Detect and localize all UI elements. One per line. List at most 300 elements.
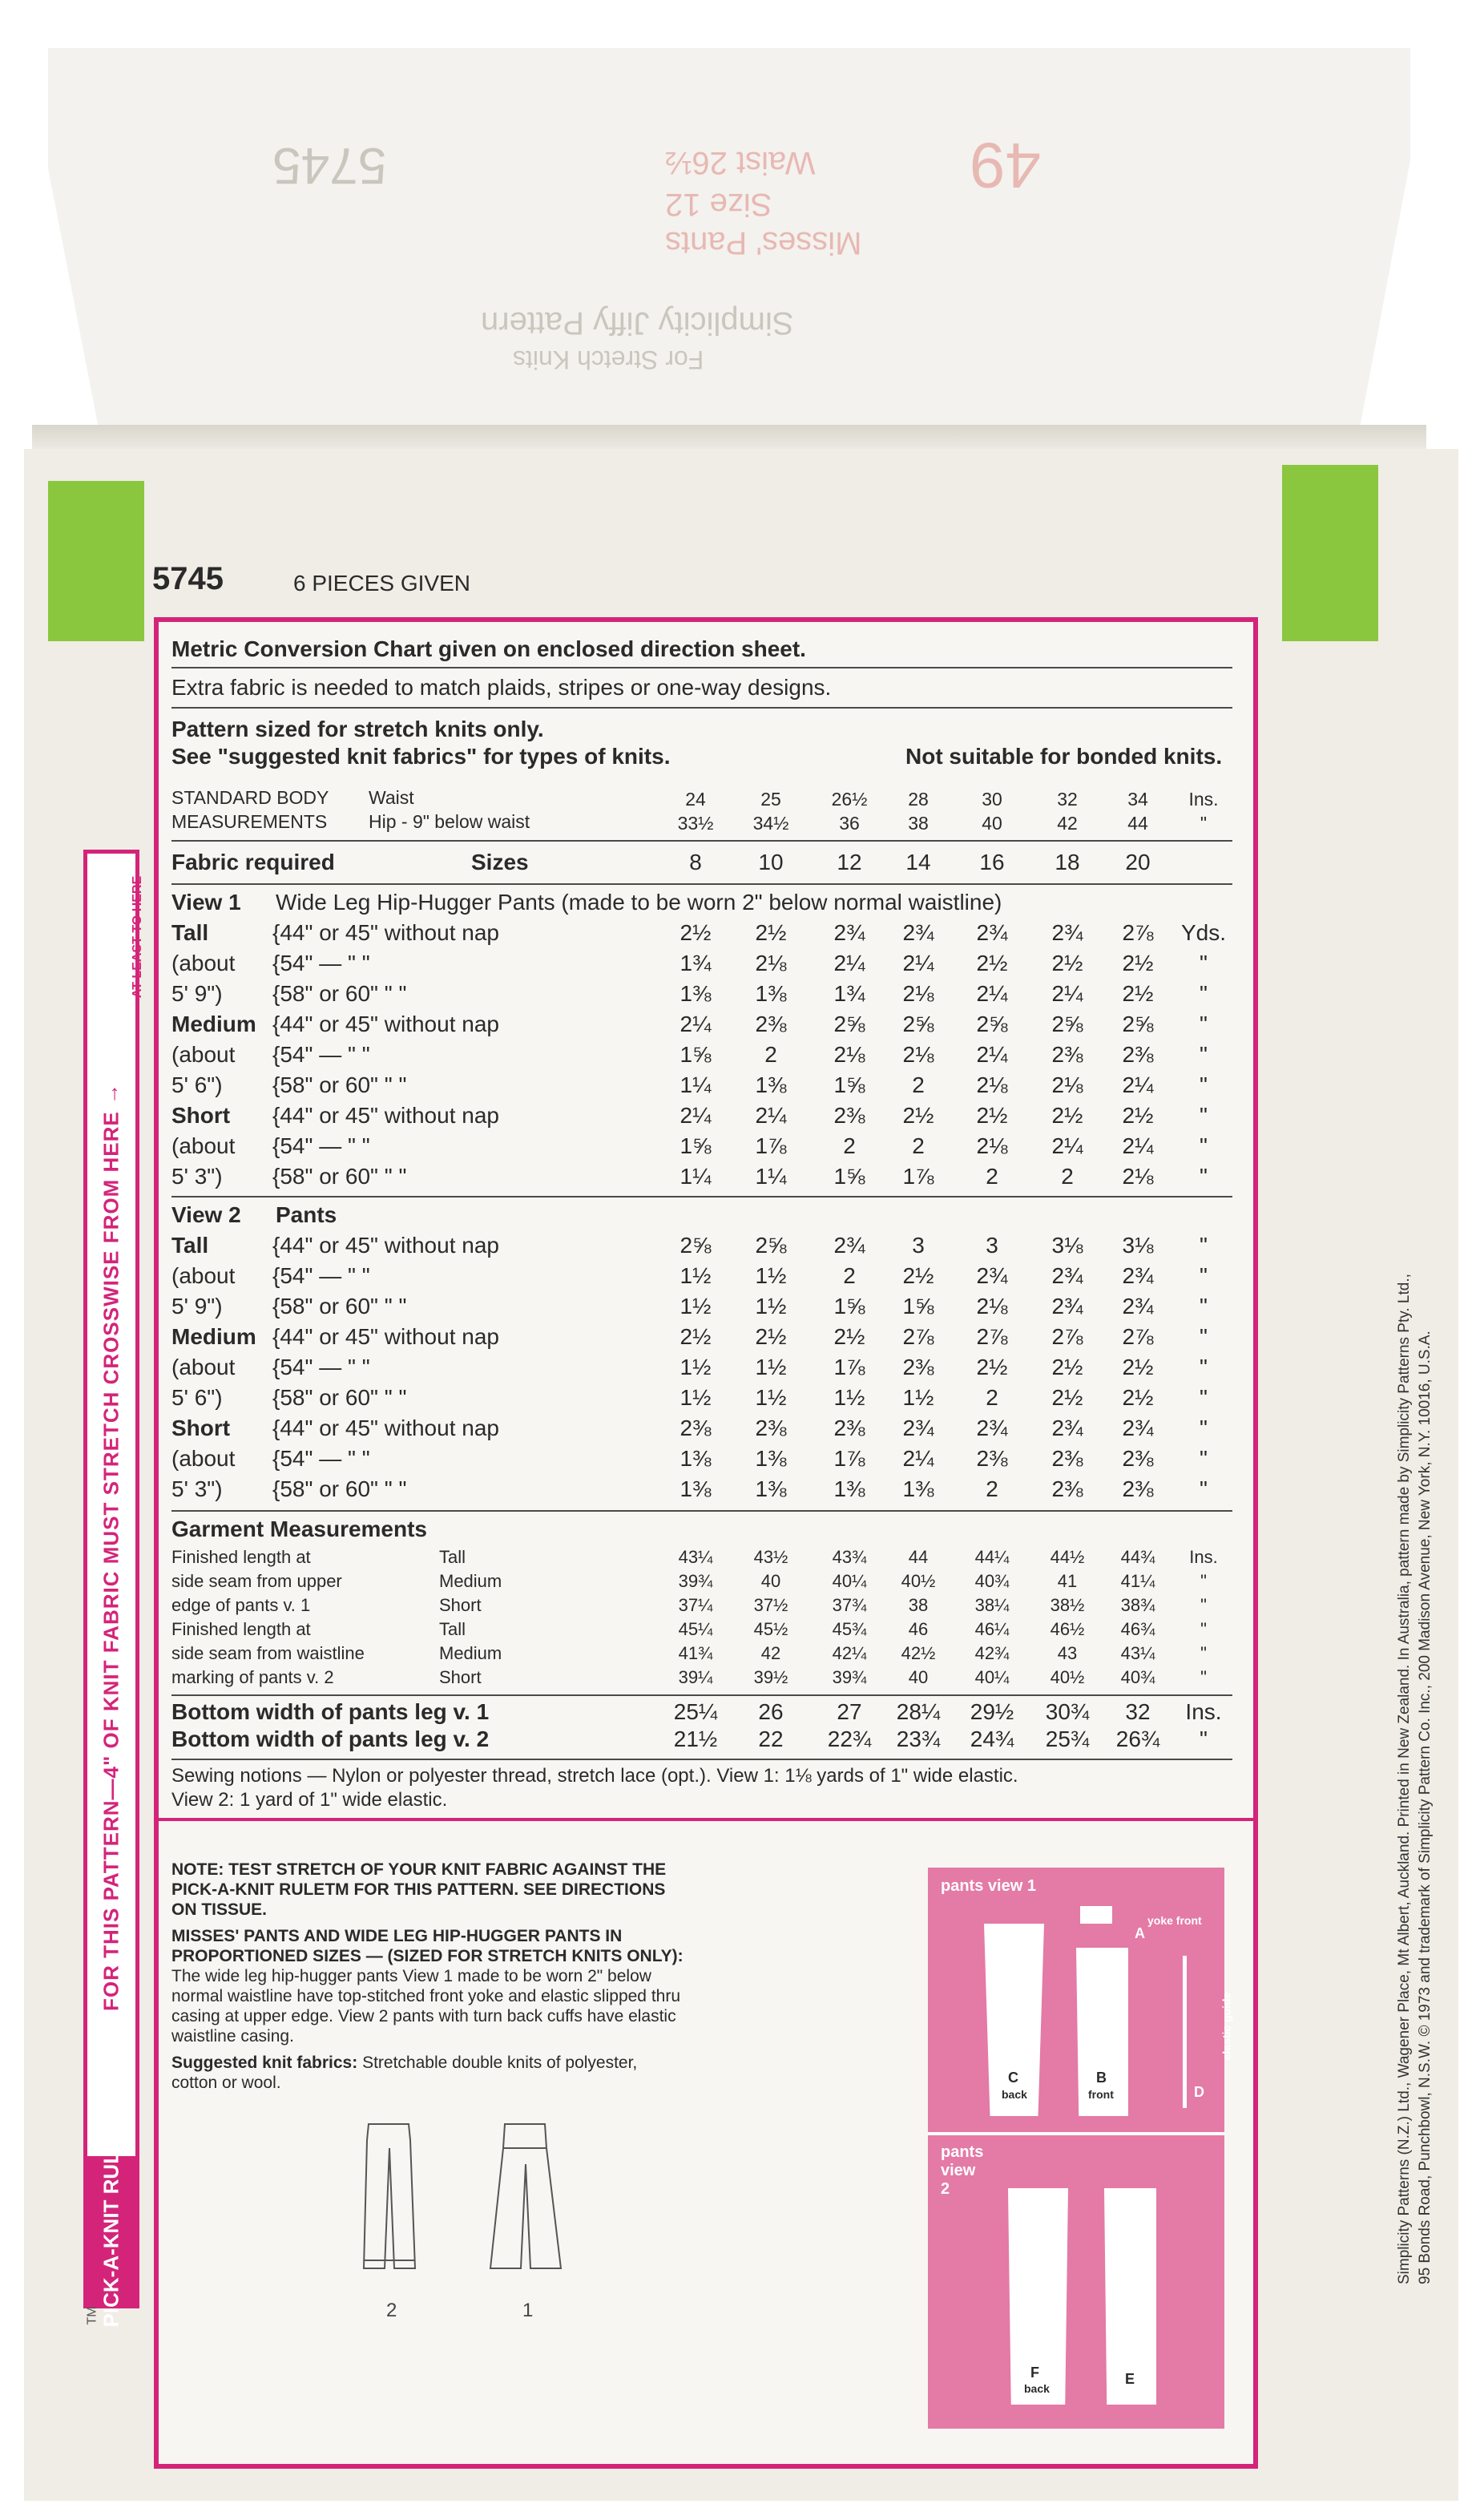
piece-d-elastic-guide (1183, 1956, 1187, 2108)
value-cell: 2 (912, 1133, 925, 1158)
notions-line-2: View 2: 1 yard of 1" wide elastic. (171, 1789, 448, 1811)
value-cell: " (1200, 1233, 1208, 1258)
not-bonded-note: Not suitable for bonded knits. (905, 744, 1223, 769)
value-cell: 3 (912, 1233, 925, 1258)
value-cell: 23¾ (896, 1727, 941, 1751)
body-meas-label-2: MEASUREMENTS (171, 811, 328, 832)
value-cell: 2⅝ (902, 1012, 934, 1036)
row-label: (about (171, 1133, 236, 1158)
value-cell: 22 (758, 1727, 784, 1751)
value-cell: 2¼ (902, 951, 934, 975)
row-fabric-width: {54" — " " (272, 1133, 370, 1158)
value-cell: 2½ (755, 1324, 787, 1349)
piece-f-letter: F (1030, 2365, 1039, 2381)
credits-line-1: Simplicity Patterns (N.Z.) Ltd., Wagener Place, Mt Albert, Auckland. Printed in New Zealand. In Australia, pattern made by Simplicity Patterns Pty. Ltd., (1396, 1274, 1413, 2284)
value-cell: 1¼ (679, 1164, 712, 1189)
row-label: 5' 3") (171, 1164, 223, 1189)
value-cell: " (1200, 1727, 1208, 1751)
value-cell: " (1200, 1595, 1207, 1615)
value-cell: 46½ (1050, 1619, 1085, 1639)
value-cell: 26½ (831, 789, 868, 810)
value-cell: 12 (837, 850, 862, 874)
value-cell: 2¾ (976, 1416, 1008, 1440)
pick-a-knit-strip (83, 850, 139, 2244)
description (171, 1860, 684, 2093)
value-cell: 2¾ (833, 920, 865, 945)
value-cell: 3⅛ (1122, 1233, 1154, 1258)
value-cell: 37½ (753, 1595, 788, 1615)
value-cell: 45¼ (678, 1619, 713, 1639)
value-cell: 38 (908, 813, 929, 834)
row-fabric-width: {58" or 60" " " (272, 981, 407, 1006)
pattern-number: 5745 (152, 561, 224, 596)
value-cell: 2¾ (976, 920, 1008, 945)
value-cell: 28 (908, 789, 929, 810)
value-cell: 2½ (679, 920, 712, 945)
value-cell: 2½ (1122, 981, 1154, 1006)
row-label: (about (171, 1446, 236, 1471)
value-cell: 2⅞ (976, 1324, 1008, 1349)
value-cell: 41¾ (678, 1643, 713, 1663)
notions-line-1: Sewing notions — Nylon or polyester thread, stretch lace (opt.). View 1: 1⅛ yards of 1" wide elastic. (171, 1765, 1018, 1787)
value-cell: 2 (764, 1042, 777, 1067)
value-cell: 39¾ (678, 1571, 713, 1591)
value-cell: 1⅜ (755, 1446, 787, 1471)
row-fabric-width: {58" or 60" " " (272, 1294, 407, 1319)
value-cell: 24¾ (970, 1727, 1014, 1751)
piece-d-letter: D (1194, 2084, 1204, 2100)
value-cell: 32 (1057, 789, 1078, 810)
value-cell: 2½ (833, 1324, 865, 1349)
figure-1-label: 1 (522, 2300, 534, 2321)
mirror-line: Waist 26½ (665, 145, 816, 180)
value-cell: 2⅛ (902, 1042, 934, 1067)
value-cell: 40½ (901, 1571, 936, 1591)
value-cell: 39½ (753, 1667, 788, 1687)
pants-view1-sketch (490, 2124, 561, 2268)
value-cell: " (1200, 1324, 1208, 1349)
row-fabric-width: {58" or 60" " " (272, 1072, 407, 1097)
value-cell: 1⅜ (679, 1476, 712, 1501)
description-paragraph (171, 1926, 684, 2046)
value-cell: 46¼ (974, 1619, 1010, 1639)
value-cell: 2⅛ (833, 1042, 865, 1067)
value-cell: Ins. (1189, 1547, 1218, 1567)
value-cell: " (1200, 1133, 1208, 1158)
value-cell: 2¼ (902, 1446, 934, 1471)
pattern-pieces-diagram (928, 1868, 1233, 2429)
view2-title: Pants (276, 1202, 337, 1227)
value-cell: 46 (908, 1619, 929, 1639)
value-cell: 40¾ (974, 1571, 1010, 1591)
value-cell: 2⅛ (1051, 1072, 1083, 1097)
value-cell: 37¾ (832, 1595, 867, 1615)
row-fabric-width: Short (439, 1595, 482, 1615)
row-label: Finished length at (171, 1547, 311, 1567)
row-label: Tall (171, 920, 209, 945)
value-cell: 3 (986, 1233, 998, 1258)
value-cell: 2⅞ (1122, 1324, 1154, 1349)
row-label: marking of pants v. 2 (171, 1667, 334, 1687)
value-cell: 20 (1125, 850, 1151, 874)
pants-sketches (321, 2116, 609, 2340)
piece-e-letter: E (1125, 2371, 1135, 2387)
value-cell: 1½ (679, 1355, 712, 1379)
value-cell: 2¾ (833, 1233, 865, 1258)
value-cell: 1½ (755, 1385, 787, 1410)
value-cell: 1½ (902, 1385, 934, 1410)
row-fabric-width: {54" — " " (272, 1263, 370, 1288)
value-cell: 42½ (901, 1643, 936, 1663)
strip-at-least: AT LEAST TO HERE (131, 875, 145, 999)
value-cell: 25¼ (673, 1699, 718, 1724)
value-cell: 38¾ (1120, 1595, 1155, 1615)
value-cell: 2¾ (976, 1263, 1008, 1288)
value-cell: 1⅞ (833, 1355, 865, 1379)
value-cell: 16 (979, 850, 1005, 874)
value-cell: 30¾ (1045, 1699, 1090, 1724)
value-cell: 2 (843, 1133, 856, 1158)
row-label: (about (171, 1355, 236, 1379)
pieces-view2-title: pants view 2 (941, 2143, 984, 2198)
value-cell: 40½ (1050, 1667, 1085, 1687)
value-cell: 2¼ (1051, 1133, 1083, 1158)
note-test-stretch: NOTE: TEST STRETCH OF YOUR KNIT FABRIC AGAINST THE PICK-A-KNIT RULETM FOR THIS PATTERN. SEE DIRECTIONS ON TISSUE. (171, 1860, 667, 1919)
waist-label: Waist (369, 787, 414, 808)
row-fabric-width: {54" — " " (272, 951, 370, 975)
value-cell: " (1200, 1355, 1208, 1379)
pants-view2-sketch (364, 2124, 415, 2268)
value-cell: 40 (982, 813, 1002, 834)
value-cell: " (1200, 1164, 1208, 1189)
value-cell: 2 (1061, 1164, 1074, 1189)
value-cell: 1⅝ (679, 1133, 712, 1158)
value-cell: " (1200, 1446, 1208, 1471)
divider (171, 1510, 1232, 1512)
row-label: Medium (171, 1012, 256, 1036)
row-fabric-width: {54" — " " (272, 1446, 370, 1471)
green-stripe-left (48, 481, 144, 641)
value-cell: 42¼ (832, 1643, 867, 1663)
value-cell: 43¼ (1120, 1643, 1155, 1663)
value-cell: 46¾ (1120, 1619, 1155, 1639)
value-cell: 2½ (1122, 1103, 1154, 1128)
value-cell: 1⅞ (902, 1164, 934, 1189)
value-cell: 43 (1057, 1643, 1078, 1663)
bottom1-label: Bottom width of pants leg v. 1 (171, 1699, 490, 1724)
mirror-price: 49 (970, 130, 1041, 201)
row-fabric-width: {54" — " " (272, 1355, 370, 1379)
value-cell: 1¾ (833, 981, 865, 1006)
row-label: edge of pants v. 1 (171, 1595, 311, 1615)
value-cell: 39¾ (832, 1667, 867, 1687)
value-cell: 2⅛ (976, 1072, 1008, 1097)
row-label: Short (171, 1416, 231, 1440)
extra-fabric-note: Extra fabric is needed to match plaids, stripes or one-way designs. (171, 675, 832, 700)
piece-c-letter: C (1008, 2070, 1018, 2086)
value-cell: 1½ (755, 1263, 787, 1288)
row-label: Short (171, 1103, 231, 1128)
value-cell: 2¼ (1122, 1133, 1154, 1158)
fabric-required-label: Fabric required (171, 850, 335, 874)
row-fabric-width: {44" or 45" without nap (272, 920, 499, 945)
value-cell: 2⅞ (1122, 920, 1154, 945)
value-cell: " (1200, 1012, 1208, 1036)
value-cell: 1⅜ (679, 1446, 712, 1471)
value-cell: 2½ (1051, 951, 1083, 975)
value-cell: 2⅛ (755, 951, 787, 975)
description-heading: MISSES' PANTS AND WIDE LEG HIP-HUGGER PANTS IN PROPORTIONED SIZES — (SIZED FOR STRETCH KNITS ONLY): (171, 1927, 684, 1965)
value-cell: 2⅜ (902, 1355, 934, 1379)
value-cell: 2⅜ (1051, 1042, 1083, 1067)
value-cell: 2½ (902, 1263, 934, 1288)
row-fabric-width: {58" or 60" " " (272, 1476, 407, 1501)
value-cell: 1½ (679, 1263, 712, 1288)
value-cell: 2⅜ (1122, 1042, 1154, 1067)
value-cell: " (1200, 813, 1208, 834)
value-cell: 26 (758, 1699, 784, 1724)
view2-label: View 2 (171, 1202, 241, 1227)
value-cell: 36 (839, 813, 860, 834)
value-cell: 3⅛ (1051, 1233, 1083, 1258)
value-cell: 41¼ (1120, 1571, 1155, 1591)
value-cell: 2⅜ (833, 1416, 865, 1440)
divider (171, 707, 1232, 709)
row-label: (about (171, 951, 236, 975)
value-cell: 2⅜ (1122, 1446, 1154, 1471)
piece-f-label: back (1024, 2382, 1050, 2395)
value-cell: 1¼ (679, 1072, 712, 1097)
value-cell: 44¾ (1120, 1547, 1155, 1567)
value-cell: " (1200, 1294, 1208, 1319)
value-cell: 1⅝ (833, 1072, 865, 1097)
mirror-line: Size 12 (665, 187, 772, 222)
row-label: Tall (171, 1233, 209, 1258)
value-cell: 40¼ (832, 1571, 867, 1591)
value-cell: 2⅜ (1122, 1476, 1154, 1501)
value-cell: Yds. (1180, 920, 1227, 945)
divider (171, 1759, 1232, 1760)
value-cell: 2¼ (1051, 981, 1083, 1006)
piece-a-letter: A (1135, 1925, 1145, 1941)
value-cell: 2¼ (755, 1103, 787, 1128)
value-cell: 2⅝ (833, 1012, 865, 1036)
value-cell: 1⅝ (679, 1042, 712, 1067)
suggested-fabrics-body: Stretchable double knits of polyester, cotton or wool. (171, 2054, 638, 2092)
mirror-line: Misses' Pants (665, 225, 862, 260)
value-cell: 41 (1057, 1571, 1078, 1591)
value-cell: 43½ (753, 1547, 788, 1567)
value-cell: 30 (982, 789, 1002, 810)
divider (171, 840, 1232, 842)
value-cell: 2¼ (833, 951, 865, 975)
value-cell: 1½ (755, 1355, 787, 1379)
row-fabric-width: Tall (439, 1547, 466, 1567)
value-cell: " (1200, 1042, 1208, 1067)
value-cell: 2¼ (976, 981, 1008, 1006)
value-cell: 44½ (1050, 1547, 1085, 1567)
value-cell: 29½ (970, 1699, 1014, 1724)
value-cell: 32 (1125, 1699, 1151, 1724)
value-cell: 14 (905, 850, 931, 874)
value-cell: 42 (760, 1643, 781, 1663)
pieces-view1-title: pants view 1 (941, 1877, 1036, 1895)
value-cell: 25¾ (1045, 1727, 1090, 1751)
value-cell: 2½ (1122, 1355, 1154, 1379)
value-cell: 1½ (679, 1294, 712, 1319)
value-cell: 2 (986, 1476, 998, 1501)
value-cell: 2¼ (679, 1103, 712, 1128)
value-cell: 34½ (752, 813, 789, 834)
value-cell: 27 (837, 1699, 862, 1724)
value-cell: 2⅜ (755, 1416, 787, 1440)
value-cell: 26¾ (1115, 1727, 1160, 1751)
value-cell: 2⅛ (976, 1294, 1008, 1319)
value-cell: 2¾ (1051, 1263, 1083, 1288)
divider (171, 1694, 1232, 1696)
value-cell: 2⅜ (1051, 1476, 1083, 1501)
value-cell: 1⅜ (679, 981, 712, 1006)
value-cell: 28¼ (896, 1699, 941, 1724)
value-cell: 2½ (1122, 951, 1154, 975)
value-cell: 2½ (755, 920, 787, 945)
sized-note-2: See "suggested knit fabrics" for types of knits. (171, 744, 671, 769)
row-label: 5' 3") (171, 1476, 223, 1501)
value-cell: 18 (1055, 850, 1080, 874)
value-cell: 33½ (677, 813, 714, 834)
pick-a-knit-title: PICK-A-KNIT RULE (99, 2137, 123, 2328)
body-meas-label-1: STANDARD BODY (171, 787, 329, 808)
value-cell: " (1200, 1571, 1207, 1591)
value-cell: 43¾ (832, 1547, 867, 1567)
value-cell: 2¾ (1122, 1416, 1154, 1440)
value-cell: 40 (908, 1667, 929, 1687)
sizes-label: Sizes (471, 850, 529, 874)
row-label: Medium (171, 1324, 256, 1349)
strip-text: FOR THIS PATTERN—4" OF KNIT FABRIC MUST STRETCH CROSSWISE FROM HERE → (99, 1083, 123, 2011)
row-label: Finished length at (171, 1619, 311, 1639)
row-label: (about (171, 1042, 236, 1067)
green-stripe-right (1282, 465, 1378, 641)
row-label: side seam from waistline (171, 1643, 365, 1663)
view1-title: Wide Leg Hip-Hugger Pants (made to be worn 2" below normal waistline) (276, 890, 1002, 915)
piece-b-letter: B (1096, 2070, 1107, 2086)
piece-d-label: elastic guide (1220, 1992, 1233, 2061)
value-cell: 2½ (902, 1103, 934, 1128)
hip-label: Hip - 9" below waist (369, 811, 530, 832)
divider (171, 667, 1232, 668)
mirror-line: For Stretch Knits (513, 345, 704, 374)
row-label: side seam from upper (171, 1571, 342, 1591)
row-fabric-width: Tall (439, 1619, 466, 1639)
value-cell: 2¾ (1051, 1294, 1083, 1319)
value-cell: " (1200, 1072, 1208, 1097)
value-cell: 1⅜ (902, 1476, 934, 1501)
value-cell: 2¾ (1122, 1263, 1154, 1288)
garment-label: Garment Measurements (171, 1517, 428, 1541)
value-cell: 2½ (1051, 1385, 1083, 1410)
value-cell: 2⅝ (755, 1233, 787, 1258)
value-cell: 2½ (679, 1324, 712, 1349)
value-cell: 2¼ (1122, 1072, 1154, 1097)
mirror-number: 5745 (272, 137, 387, 195)
value-cell: 2 (843, 1263, 856, 1288)
value-cell: 45½ (753, 1619, 788, 1639)
value-cell: 40¼ (974, 1667, 1010, 1687)
row-label: 5' 6") (171, 1385, 223, 1410)
metric-note: Metric Conversion Chart given on enclosed direction sheet. (171, 636, 806, 661)
value-cell: 8 (689, 850, 702, 874)
value-cell: 42 (1057, 813, 1078, 834)
value-cell: 40¾ (1120, 1667, 1155, 1687)
value-cell: 1⅝ (833, 1294, 865, 1319)
value-cell: 25 (760, 789, 781, 810)
value-cell: 2¼ (679, 1012, 712, 1036)
row-fabric-width: {58" or 60" " " (272, 1385, 407, 1410)
value-cell: 44¼ (974, 1547, 1010, 1567)
value-cell: 2¾ (902, 920, 934, 945)
piece-a-label: yoke front (1147, 1914, 1202, 1927)
value-cell: 44 (908, 1547, 929, 1567)
pieces-given: 6 PIECES GIVEN (293, 571, 470, 596)
value-cell: 22¾ (827, 1727, 872, 1751)
bottom2-label: Bottom width of pants leg v. 2 (171, 1727, 490, 1751)
value-cell: 45¾ (832, 1619, 867, 1639)
publisher-credits (1394, 1274, 1436, 2284)
value-cell: 39¼ (678, 1667, 713, 1687)
divider (171, 883, 1232, 885)
value-cell: 1½ (755, 1294, 787, 1319)
value-cell: 2⅞ (1051, 1324, 1083, 1349)
value-cell: 2¾ (1051, 1416, 1083, 1440)
value-cell: 2¼ (976, 1042, 1008, 1067)
suggested-fabrics (171, 2053, 684, 2093)
value-cell: 40 (760, 1571, 781, 1591)
value-cell: 2⅜ (976, 1446, 1008, 1471)
value-cell: 37¼ (678, 1595, 713, 1615)
value-cell: 2½ (976, 1103, 1008, 1128)
row-fabric-width: {58" or 60" " " (272, 1164, 407, 1189)
value-cell: 24 (685, 789, 706, 810)
value-cell: 2⅛ (976, 1133, 1008, 1158)
row-label: 5' 9") (171, 981, 223, 1006)
value-cell: 1½ (679, 1385, 712, 1410)
value-cell: 1¼ (755, 1164, 787, 1189)
value-cell: 2½ (1122, 1385, 1154, 1410)
value-cell: 2⅛ (902, 981, 934, 1006)
value-cell: " (1200, 1416, 1208, 1440)
value-cell: 38 (908, 1595, 929, 1615)
value-cell: 21½ (673, 1727, 718, 1751)
value-cell: 2⅝ (679, 1233, 712, 1258)
value-cell: 1⅝ (833, 1164, 865, 1189)
value-cell: 2¾ (1122, 1294, 1154, 1319)
value-cell: 2½ (976, 1355, 1008, 1379)
sized-note-1: Pattern sized for stretch knits only. (171, 717, 544, 741)
value-cell: 2¾ (1051, 920, 1083, 945)
value-cell: 1¾ (679, 951, 712, 975)
value-cell: 2⅝ (1051, 1012, 1083, 1036)
suggested-fabrics-heading: Suggested knit fabrics: (171, 2054, 358, 2072)
value-cell: 2 (986, 1164, 998, 1189)
value-cell: 2⅜ (679, 1416, 712, 1440)
value-cell: " (1200, 1263, 1208, 1288)
value-cell: 2⅜ (833, 1103, 865, 1128)
value-cell: " (1200, 951, 1208, 975)
row-fabric-width: {44" or 45" without nap (272, 1103, 499, 1128)
row-fabric-width: {44" or 45" without nap (272, 1233, 499, 1258)
value-cell: Ins. (1185, 1699, 1222, 1724)
